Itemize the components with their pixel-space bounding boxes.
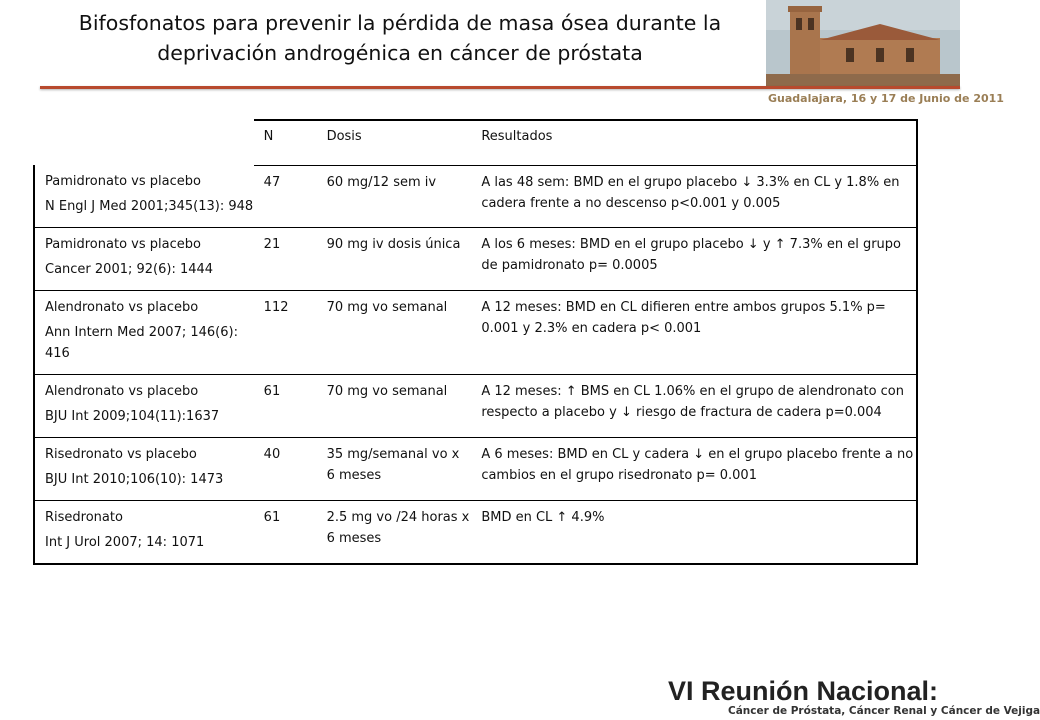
dose-cell: 35 mg/semanal vo x 6 meses [317, 438, 472, 501]
study-reference: Cancer 2001; 92(6): 1444 [45, 262, 214, 277]
n-cell: 112 [254, 291, 317, 375]
study-drug: Pamidronato vs placebo [45, 174, 201, 189]
result-cell: A 6 meses: BMD en CL y cadera ↓ en el grupo placebo frente a no cambios en el grupo risedronato p= 0.001 [471, 438, 917, 501]
table-row [34, 228, 917, 291]
study-drug: Risedronato vs placebo [45, 447, 197, 462]
meeting-subtitle: Cáncer de Próstata, Cáncer Renal y Cáncer de Vejiga [728, 705, 1040, 717]
church-photo [766, 0, 960, 88]
meeting-title: VI Reunión Nacional: [668, 676, 939, 706]
event-date: Guadalajara, 16 y 17 de Junio de 2011 [768, 92, 1004, 105]
dose-cell: 70 mg vo semanal [317, 291, 472, 375]
study-reference: Ann Intern Med 2007; 146(6): 416 [45, 325, 238, 361]
n-cell: 61 [254, 501, 317, 565]
result-cell: A 12 meses: ↑ BMS en CL 1.06% en el grupo de alendronato con respecto a placebo y ↓ riesgo de fractura de cadera p=0.004 [471, 375, 917, 438]
dose-cell: 60 mg/12 sem iv [317, 165, 472, 228]
table-row [34, 291, 917, 375]
n-cell: 21 [254, 228, 317, 291]
header-results: Resultados [471, 120, 917, 165]
header-blank-cell [34, 120, 254, 165]
study-cell [34, 501, 254, 565]
table-row [34, 375, 917, 438]
study-cell [34, 375, 254, 438]
study-drug: Risedronato [45, 510, 123, 525]
n-cell: 61 [254, 375, 317, 438]
bisphosphonate-table [33, 119, 918, 565]
header-n: N [254, 120, 317, 165]
slide-title [40, 8, 760, 68]
study-drug: Alendronato vs placebo [45, 300, 199, 315]
slide-title-line-2: deprivación androgénica en cáncer de próstata [157, 41, 643, 65]
result-cell: A los 6 meses: BMD en el grupo placebo ↓ y ↑ 7.3% en el grupo de pamidronato p= 0.0005 [471, 228, 917, 291]
result-cell: BMD en CL ↑ 4.9% [471, 501, 917, 565]
table-header-row [34, 120, 917, 165]
study-reference: Int J Urol 2007; 14: 1071 [45, 535, 205, 550]
study-cell [34, 438, 254, 501]
header-dose: Dosis [317, 120, 472, 165]
result-cell: A 12 meses: BMD en CL difieren entre ambos grupos 5.1% p= 0.001 y 2.3% en cadera p< 0.001 [471, 291, 917, 375]
title-divider [40, 86, 960, 89]
n-cell: 47 [254, 165, 317, 228]
study-cell [34, 228, 254, 291]
church-illustration [766, 0, 960, 88]
study-drug: Alendronato vs placebo [45, 384, 199, 399]
study-drug: Pamidronato vs placebo [45, 237, 201, 252]
n-cell: 40 [254, 438, 317, 501]
dose-cell: 2.5 mg vo /24 horas x 6 meses [317, 501, 472, 565]
study-reference: BJU Int 2010;106(10): 1473 [45, 472, 224, 487]
dose-cell: 90 mg iv dosis única [317, 228, 472, 291]
study-reference: BJU Int 2009;104(11):1637 [45, 409, 220, 424]
result-cell: A las 48 sem: BMD en el grupo placebo ↓ 3.3% en CL y 1.8% en cadera frente a no descenso p<0.001 y 0.005 [471, 165, 917, 228]
slide-title-line-1: Bifosfonatos para prevenir la pérdida de masa ósea durante la [78, 11, 722, 35]
study-reference: N Engl J Med 2001;345(13): 948 [45, 199, 254, 214]
table-row [34, 501, 917, 565]
table-row [34, 165, 917, 228]
study-cell [34, 165, 254, 228]
table-row [34, 438, 917, 501]
dose-cell: 70 mg vo semanal [317, 375, 472, 438]
study-cell [34, 291, 254, 375]
